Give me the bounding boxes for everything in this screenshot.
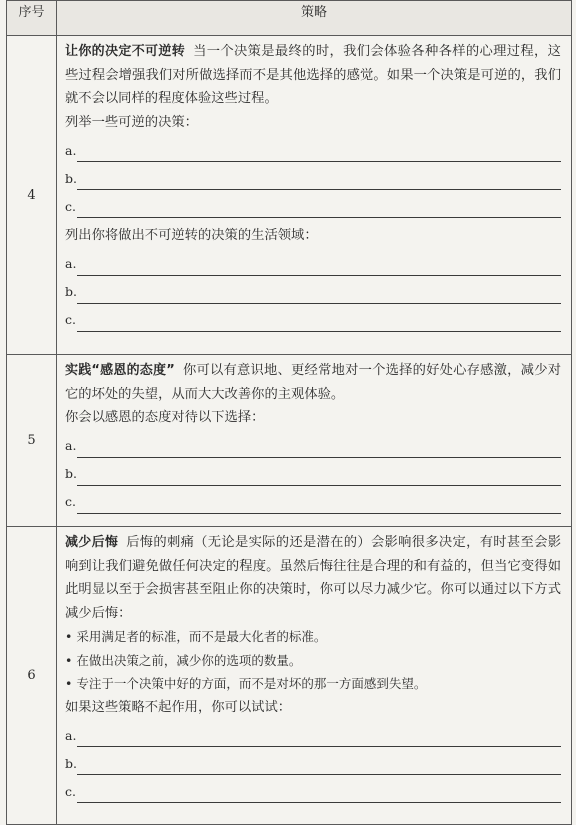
header-strategy: 策略: [57, 1, 572, 36]
bullet-dot-icon: •: [65, 676, 73, 691]
prompt-text: 你会以感恩的态度对待以下选择：: [65, 410, 265, 425]
row-number: 5: [7, 355, 57, 527]
answer-line[interactable]: c.: [65, 775, 561, 803]
strategy-cell: [57, 527, 572, 825]
strategy-title: 让你的决定不可逆转: [65, 44, 186, 59]
strategy-intro: 你可以有意识地、更经常地对一个选择的好处心存感激，减少对它的坏处的失望，从而大大改善你的主观体验。: [65, 363, 561, 402]
strategy-table: [6, 0, 572, 825]
bullet-dot-icon: •: [65, 629, 73, 644]
strategy-paragraph: [65, 531, 561, 625]
answer-line[interactable]: b.: [65, 162, 561, 190]
prompt-text: 如果这些策略不起作用，你可以试试：: [65, 699, 292, 715]
strategy-intro: 后悔的刺痛（无论是实际的还是潜在的）会影响很多决定，有时甚至会影响到让我们避免做任何决定的程度。虽然后悔往往是合理的和有益的，但当它变得如此明显以至于会损害甚至阻止你的决策时，你可以尽力减少它。你可以通过以下方式减少后悔：: [65, 535, 561, 621]
strategy-title: 实践“感恩的态度”: [65, 363, 175, 378]
bullet-item: • 在做出决策之前，减少你的选项的数量。: [65, 652, 302, 668]
table-row: [7, 527, 572, 825]
strategy-paragraph: [65, 40, 561, 111]
prompt-text: 列举一些可逆的决策：: [65, 114, 198, 130]
table-row: [7, 36, 572, 355]
answer-line[interactable]: c.: [65, 190, 561, 218]
answer-line[interactable]: a.: [65, 430, 561, 458]
strategy-title: 减少后悔: [65, 535, 119, 550]
strategy-intro: 当一个决策是最终的时，我们会体验各种各样的心理过程，这些过程会增强我们对所做选择而不是其他选择的感觉。如果一个决策是可逆的，我们就不会以同样的程度体验这些过程。: [65, 44, 561, 106]
strategy-paragraph: [65, 359, 561, 406]
table-row: [7, 355, 572, 527]
answer-line[interactable]: a.: [65, 248, 561, 276]
row-number: 4: [7, 36, 57, 355]
prompt-text: 列出你将做出不可逆转的决策的生活领域：: [65, 228, 318, 243]
bullet-dot-icon: •: [65, 652, 73, 668]
table-header-row: [7, 1, 572, 36]
strategy-cell: [57, 36, 572, 355]
answer-line[interactable]: a.: [65, 719, 561, 747]
answer-line[interactable]: b.: [65, 747, 561, 775]
answer-line[interactable]: b.: [65, 276, 561, 304]
bullet-item: • 专注于一个决策中好的方面，而不是对坏的那一方面感到失望。: [65, 676, 427, 691]
header-num: 序号: [7, 1, 57, 36]
answer-line[interactable]: c.: [65, 486, 561, 514]
answer-line[interactable]: a.: [65, 134, 561, 162]
answer-line[interactable]: b.: [65, 458, 561, 486]
bullet-item: • 采用满足者的标准，而不是最大化者的标准。: [65, 629, 327, 644]
row-number: 6: [7, 527, 57, 825]
answer-line[interactable]: c.: [65, 304, 561, 332]
strategy-cell: [57, 355, 572, 527]
worksheet-page: [6, 0, 572, 824]
